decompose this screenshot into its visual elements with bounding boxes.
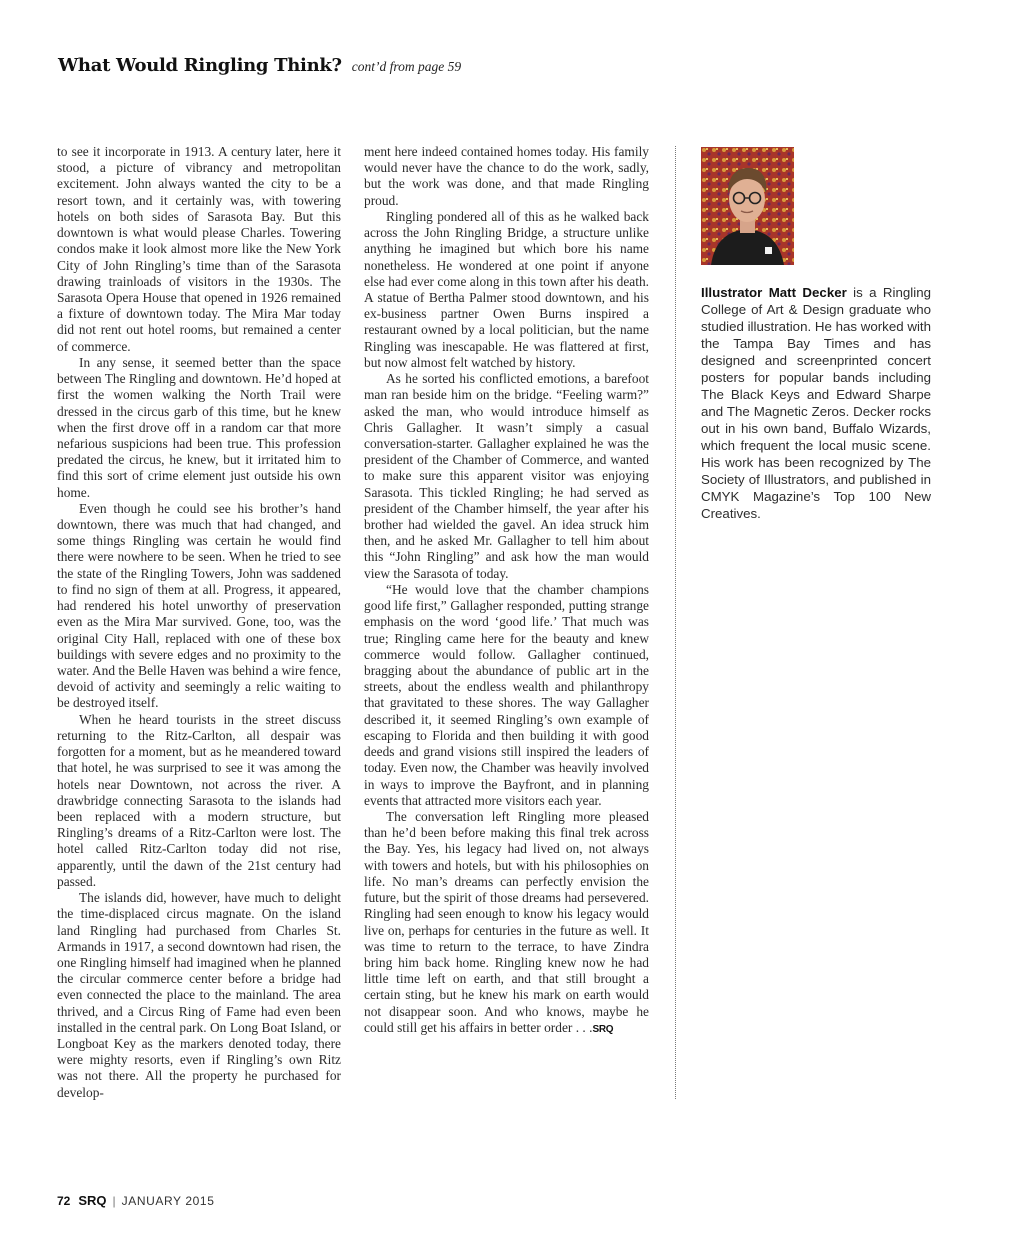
paragraph: As he sorted his conflicted emotions, a barefoot man ran beside him on the bridge. “Feeling warm?” asked the man, who would introduce himself as Chris Gallagher. It wasn’t simply a casual conversation-starter. Gallagher explained he was the president of the Chamber of Commerce, and wanted to make sure this apparent visitor was enjoying Sarasota. This tickled Ringling; he had served as president of the Chamber himself, the year after his brother had wielded the gavel. An idea struck him then, and he asked Mr. Gallagher to tell him about this “John Ringling” and ask how the man would view the Sarasota of today. <box>364 371 649 581</box>
paragraph: When he heard tourists in the street discuss returning to the Ritz-Carlton, all despair was forgotten for a moment, but as he meandered toward that hotel, he was surprised to see it was among the hotels near Downtown, not across the river. A drawbridge connecting Sarasota to the islands had been replaced with a modern structure, but Ringling’s dreams of a Ritz-Carlton were lost. The hotel called Ritz-Carlton today did not rise, apparently, until the dawn of the 21st century had passed. <box>57 711 341 889</box>
illustrator-photo <box>701 147 794 265</box>
end-mark: SRQ <box>592 1023 614 1035</box>
page-footer <box>57 1193 214 1208</box>
footer-separator: | <box>112 1194 116 1208</box>
dotted-divider <box>675 146 676 1099</box>
paragraph: to see it incorporate in 1913. A century later, here it stood, a picture of vibrancy and metropolitan excitement. John always wanted the city to be a resort town, and it certainly was, with towering hotels on both sides of Sarasota Bay. But this downtown is what would please Charles. Towering condos make it look almost more like the New York City of John Ringling’s time than of the Sarasota drawing trainloads of visitors in the 1930s. The Sarasota Opera House that opened in 1926 remained a fixture of downtown today. The Mira Mar today did not rent out hotel rooms, but remained a center of commerce. <box>57 144 341 354</box>
paragraph-text: The conversation left Ringling more pleased than he’d been before making this final trek across the Bay. Yes, his legacy had lived on, not always with towers and hotels, but with his philosophies on life. No man’s dreams can perfectly envision the future, but the spirit of those dreams had persevered. Ringling had seen enough to know his legacy would live on, perhaps for centuries in the future as well. It was time to return to the terrace, to have Zindra bring him back home. Ringling knew now he had little time left on earth, and that still brought a certain sting, but he knew his mark on earth would not disappear soon. And who knows, maybe he could still get his affairs in better order . . . <box>364 808 649 1035</box>
paragraph: “He would love that the chamber champions good life first,” Gallagher responded, putting strange emphasis on the word ‘good life.’ That much was true; Ringling came here for the beauty and knew commerce would follow. Gallagher continued, bragging about the abundance of public art in the streets, about the endless wealth and philanthropy that gravitated to these shores. The way Gallagher described it, it seemed Ringling’s own example of escaping to Florida and then building it with good deeds and grand visions still inspired the leaders of today. Even now, the Chamber was heavily involved in ways to improve the Bayfront, and in planning events that attracted more visitors each year. <box>364 581 649 808</box>
illustrator-name: Illustrator Matt Decker <box>701 285 847 300</box>
article-title: What Would Ringling Think? <box>58 55 342 76</box>
paragraph: In any sense, it seemed better than the space between The Ringling and downtown. He’d hoped at first the women walking the North Trail were dressed in the circus garb of this time, but he knew when the first drove off in a random car that more nefarious suspicions had been true. This profession predated the circus, he knew, but it irritated him to find this sort of crime element just outside his own home. <box>57 354 341 500</box>
paragraph: Ringling pondered all of this as he walked back across the John Ringling Bridge, a structure unlike anything he imagined but which bore his name nonetheless. He wondered at one point if anyone else had ever come along in this town after his death. A statue of Bertha Palmer stood downtown, and his ex-business partner Owen Burns inspired a restaurant owned by a local politician, but the name Ringling was inescapable. He was flattered at first, but now almost felt watched by history. <box>364 208 649 370</box>
issue-date: JANUARY 2015 <box>121 1194 215 1208</box>
paragraph: Even though he could see his brother’s hand downtown, there was much that had changed, and some things Ringling was certain he would find there were nowhere to be seen. When he tried to see the state of the Ringling Towers, John was saddened to find no sign of them at all. Progress, it appeared, had rendered his hotel unworthy of preservation even as the Mira Mar survived. Gone, too, was the original City Hall, replaced with one of these box buildings with severe edges and no proximity to the water. And the Belle Haven was behind a wire fence, devoid of activity and seemingly a relic waiting to be destroyed itself. <box>57 500 341 711</box>
bio-text: is a Ringling College of Art & Design graduate who studied illustration. He has worked with the Tampa Bay Times and has designed and screenprinted concert posters for popular bands including The Black Keys and Edward Sharpe and The Magnetic Zeros. Decker rocks out in his own band, Buffalo Wizards, which frequent the local music scene. His work has been recognized by The Society of Illustrators, and published in CMYK Magazine’s Top 100 New Creatives. <box>701 285 931 521</box>
paragraph: ment here indeed contained homes today. His family would never have the chance to do the work, sadly, but the work was done, and that made Ringling proud. <box>364 144 649 208</box>
page-number: 72 <box>57 1194 71 1208</box>
article-column-1 <box>57 144 341 1101</box>
continued-note: cont’d from page 59 <box>351 59 462 74</box>
article-column-2 <box>364 144 649 1038</box>
illustrator-bio <box>701 284 931 522</box>
page-header <box>58 55 461 76</box>
paragraph <box>364 809 649 1038</box>
paragraph: The islands did, however, have much to delight the time-displaced circus magnate. On the island land Ringling had purchased from Charles St. Armands in 1917, a second downtown had risen, the one Ringling himself had imagined when he planned the circular commerce center before a bridge had even connected the place to the mainland. The area thrived, and a Circus Ring of Fame had even been installed in the central park. On Long Boat Island, or Longboat Key as the markers denoted today, there were mighty resorts, even if Ringling’s own Ritz was not there. All the property he purchased for develop- <box>57 890 341 1100</box>
publication-name: SRQ <box>78 1193 107 1208</box>
